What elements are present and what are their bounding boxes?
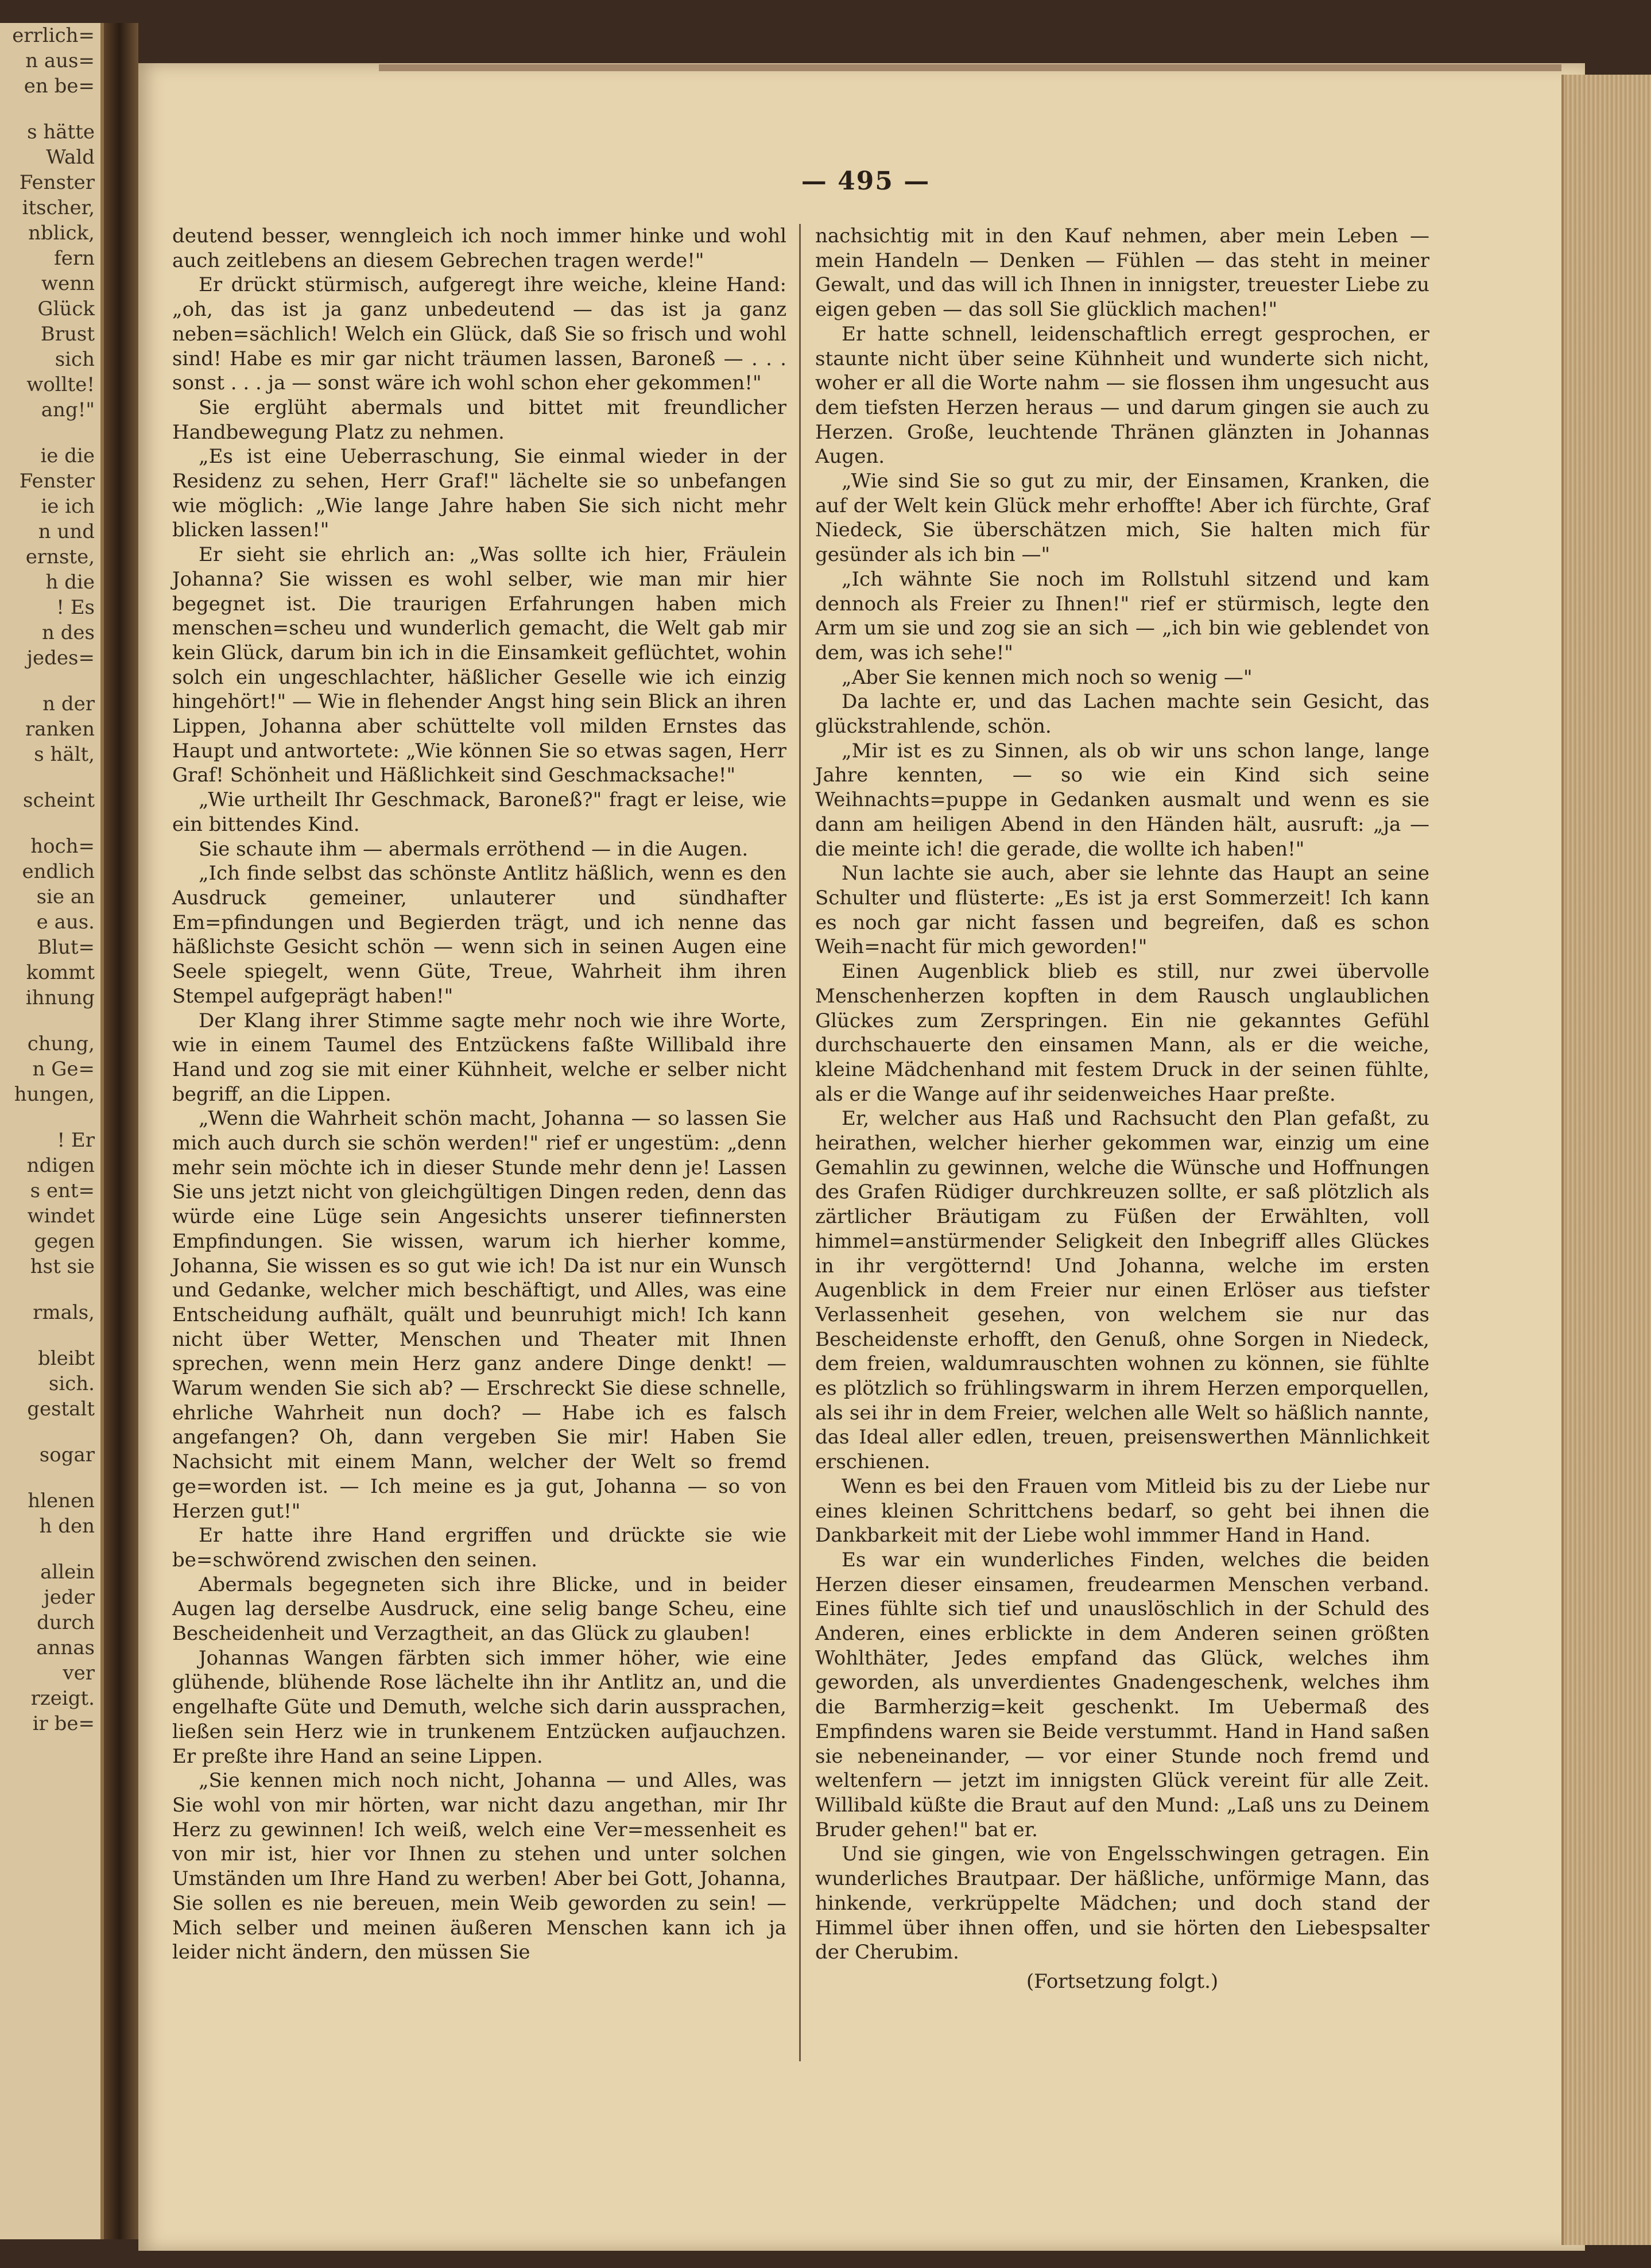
- prev-page-fragment: rmals,: [33, 1301, 95, 1324]
- paragraph: Abermals begegneten sich ihre Blicke, und in beider Augen lag derselbe Ausdruck, eine selig bange Scheu, eine Bescheidenheit und Verzagtheit, an das Glück zu glauben!: [172, 1573, 786, 1646]
- paragraph: „Wenn die Wahrheit schön macht, Johanna — so lassen Sie mich auch durch sie schön werden!" rief er ungestüm: „denn mehr sein möchte ich in dieser Stunde mehr denn je! Lassen Sie uns jetzt nicht von gleichgültigen Dingen reden, denn das würde eine Lüge sein Angesichts unserer tiefinnersten Empfindungen. Sie wissen, warum ich hierher komme, Johanna, Sie wissen es so gut wie ich! Da ist nur ein Wunsch und Gedanke, welcher mich beschäftigt, und Alles, was eine Entscheidung aufhält, quält und beunruhigt mich! Ich kann nicht über Wetter, Menschen und Theater mit Ihnen sprechen, wenn mein Herz ganz andere Dinge denkt! — Warum wenden Sie sich ab? — Erschreckt Sie diese schnelle, ehrliche Wahrheit nun doch? — Habe ich es falsch angefangen? Oh, dann vergeben Sie mir! Haben Sie Nachsicht mit einem Mann, welcher der Welt so fremd ge=worden ist. — Ich meine es ja gut, Johanna — so von Herzen gut!": [172, 1107, 786, 1523]
- prev-page-fragment: s ent=: [30, 1179, 95, 1202]
- paragraph: Da lachte er, und das Lachen machte sein Gesicht, das glückstrahlende, schön.: [815, 690, 1429, 738]
- page-number: — 495 —: [801, 167, 931, 196]
- left-column: [172, 224, 786, 1965]
- prev-page-fragment: sogar: [39, 1443, 95, 1466]
- prev-page-fragment: n der: [42, 692, 95, 715]
- prev-page-fragment: hst sie: [30, 1255, 95, 1278]
- prev-page-fragment: ! Er: [57, 1129, 95, 1152]
- prev-page-fragment: scheint: [23, 789, 95, 812]
- prev-page-fragment: itscher,: [22, 196, 95, 219]
- prev-page-fragment: Glück: [37, 297, 95, 320]
- fragment-gap: [0, 1011, 100, 1031]
- prev-page-fragment: h die: [45, 571, 95, 594]
- paragraph: Johannas Wangen färbten sich immer höher, wie eine glühende, blühende Rose lächelte ihn ihr Antlitz an, und die engelhafte Güte und Demuth, welche sich darin aussprachen, ließen sein Herz wie in trunkenem Entzücken aufjauchzen. Er preßte ihre Hand an seine Lippen.: [172, 1646, 786, 1768]
- paragraph: „Mir ist es zu Sinnen, als ob wir uns schon lange, lange Jahre kennten, — so wie ein Kind sich seine Weihnachts=puppe in Gedanken ausmalt und wenn es sie dann am heiligen Abend in den Händen hält, ausruft: „ja — die meinte ich! die gerade, die wollte ich haben!": [815, 739, 1429, 861]
- paragraph: Er sieht sie ehrlich an: „Was sollte ich hier, Fräulein Johanna? Sie wissen es wohl selber, wie man mir hier begegnet ist. Die traurigen Erfahrungen haben mich menschen=scheu und wunderlich gemacht, die Welt gab mir kein Glück, darum bin ich in die Einsamkeit geflüchtet, wohin solch ein ungeschlachter, häßlicher Geselle wie ich einzig hingehört!" — Wie in flehender Angst hing sein Blick an ihren Lippen, Johanna aber schüttelte voll milden Ernstes das Haupt und antwortete: „Wie können Sie so etwas sagen, Herr Graf! Schönheit und Häßlichkeit sind Geschmacksache!": [172, 543, 786, 787]
- paragraph: Er hatte ihre Hand ergriffen und drückte sie wie be=schwörend zwischen den seinen.: [172, 1524, 786, 1572]
- paragraph: Er hatte schnell, leidenschaftlich erregt gesprochen, er staunte nicht über seine Kühnheit und wunderte sich nicht, woher er all die Worte nahm — sie flossen ihm ungesucht aus dem tiefsten Herzen heraus — und darum gingen sie auch zu Herzen. Große, leuchtende Thränen glänzten in Johannas Augen.: [815, 322, 1429, 469]
- prev-page-fragment: kommt: [26, 961, 95, 984]
- prev-page-fragment: ie ich: [41, 495, 95, 518]
- prev-page-fragment: sie an: [36, 885, 95, 908]
- fragment-gap: [0, 1468, 100, 1488]
- prev-page-fragment: bleibt: [37, 1347, 95, 1370]
- fragment-gap: [0, 99, 100, 119]
- prev-page-fragment: windet: [27, 1205, 95, 1228]
- prev-page-fragment: jedes=: [26, 647, 95, 669]
- prev-page-fragment: hungen,: [14, 1083, 95, 1106]
- paragraph: „Sie kennen mich noch nicht, Johanna — und Alles, was Sie wohl von mir hörten, war nicht dazu angethan, mir Ihr Herz zu gewinnen! Ich weiß, welch eine Ver=messenheit es von mir ist, hier vor Ihnen zu stehen und unter solchen Umständen um Ihre Hand zu werben! Aber bei Gott, Johanna, Sie sollen es nie bereuen, mein Weib geworden zu sein! — Mich selber und meinen äußeren Menschen kann ich ja leider nicht ändern, den müssen Sie: [172, 1769, 786, 1964]
- prev-page-fragment: nblick,: [28, 222, 95, 245]
- prev-page-fragment: n Ge=: [32, 1058, 95, 1081]
- prev-page-fragment: ! Es: [56, 596, 95, 619]
- prev-page-fragment: fern: [54, 247, 95, 270]
- fragment-gap: [0, 1422, 100, 1442]
- fragment-gap: [0, 767, 100, 788]
- prev-page-fragment: endlich: [22, 860, 95, 883]
- previous-page-edge: [0, 23, 104, 2239]
- prev-page-fragment: errlich=: [12, 24, 95, 47]
- prev-page-fragment: gestalt: [27, 1398, 95, 1421]
- paragraph: Und sie gingen, wie von Engelsschwingen getragen. Ein wunderliches Brautpaar. Der häßliche, unförmige Mann, das hinkende, verkrüppelte Mädchen; und doch stand der Himmel über ihnen offen, und sie hörten den Liebespsalter der Cherubim.: [815, 1843, 1429, 1964]
- prev-page-fragment: ang!": [41, 398, 95, 421]
- prev-page-fragment: sich: [55, 348, 95, 371]
- paragraph: „Ich wähnte Sie noch im Rollstuhl sitzend und kam dennoch als Freier zu Ihnen!" rief er stürmisch, legte den Arm um sie und zog sie an sich — „ich bin wie geblendet von dem, was ich sehe!": [815, 567, 1429, 664]
- prev-page-fragment: s hätte: [27, 121, 95, 144]
- prev-page-fragment: e aus.: [36, 911, 95, 934]
- fragment-gap: [0, 1325, 100, 1346]
- paragraph: Sie erglüht abermals und bittet mit freundlicher Handbewegung Platz zu nehmen.: [172, 396, 786, 444]
- prev-page-fragment: ie die: [40, 444, 95, 467]
- paragraph: Einen Augenblick blieb es still, nur zwei übervolle Menschenherzen kopften in dem Rausch unglaublichen Glückes zum Zerspringen. Ein nie gekanntes Gefühl durchschauerte den einsamen Mann, als er die weiche, kleine Mädchenhand mit festem Druck in der seinen fühlte, als er die Wange auf ihr seidenweiches Haar preßte.: [815, 960, 1429, 1106]
- right-column: [815, 224, 1429, 1994]
- paragraph: „Aber Sie kennen mich noch so wenig —": [842, 665, 1253, 689]
- prev-page-fragment: jeder: [44, 1586, 95, 1609]
- prev-page-fragment: hoch=: [30, 835, 95, 858]
- prev-page-fragment: ernste,: [25, 545, 95, 568]
- prev-page-fragment: ver: [63, 1662, 95, 1685]
- paragraph: „Es ist eine Ueberraschung, Sie einmal wieder in der Residenz zu sehen, Herr Graf!" lächelte sie so unbefangen wie möglich: „Wie lange Jahre haben Sie sich nicht mehr blicken lassen!": [172, 445, 786, 542]
- prev-page-fragment: durch: [37, 1611, 95, 1634]
- prev-page-fragment: Wald: [46, 146, 95, 169]
- fragment-gap: [0, 1539, 100, 1559]
- prev-page-fragment: n des: [41, 621, 95, 644]
- prev-page-fragment: ihnung: [25, 986, 95, 1009]
- fragment-gap: [0, 1107, 100, 1128]
- fragment-gap: [0, 423, 100, 443]
- prev-page-fragment: gegen: [34, 1230, 95, 1253]
- prev-page-fragment: annas: [36, 1636, 95, 1659]
- prev-page-fragment: sich.: [48, 1372, 95, 1395]
- prev-page-fragment: hlenen: [28, 1489, 95, 1512]
- page-edges: [1561, 75, 1651, 2245]
- paragraph: deutend besser, wenngleich ich noch immer hinke und wohl auch zeitlebens an diesem Gebrechen tragen werde!": [172, 225, 786, 272]
- prev-page-fragment: Fenster: [19, 171, 95, 194]
- prev-page-fragment: wollte!: [26, 373, 95, 396]
- column-divider: [799, 224, 801, 2061]
- prev-page-fragment: Blut=: [37, 936, 95, 959]
- prev-page-fragment: ir be=: [32, 1712, 95, 1735]
- paragraph: Sie schaute ihm — abermals erröthend — in die Augen.: [199, 837, 749, 861]
- paragraph: „Wie sind Sie so gut zu mir, der Einsamen, Kranken, die auf der Welt kein Glück mehr erhoffte! Aber ich fürchte, Graf Niedeck, Sie überschätzen mich, Sie halten mich für gesünder als ich bin —": [815, 470, 1429, 567]
- paragraph: Es war ein wunderliches Finden, welches die beiden Herzen dieser einsamen, freudearmen Menschen verband. Eines fühlte sich tief und unauslöschlich in der Schuld des Anderen, eines erblickte in dem Anderen seinen größten Wohlthäter, Jedes empfand das Glück, welches ihm geworden, als unverdientes Gnadengeschenk, welches ihm die Barmherzig=keit geschenkt. Im Uebermaß des Empfindens waren sie Beide verstummt. Hand in Hand saßen sie nebeneinander, — vor einer Stunde noch fremd und weltenfern — jetzt im innigsten Glück vereint für alle Zeit. Willibald küßte die Braut auf den Mund: „Laß uns zu Deinem Bruder gehen!" bat er.: [815, 1548, 1429, 1841]
- prev-page-fragment: n aus=: [25, 49, 95, 72]
- page-top-band: [379, 64, 1561, 71]
- continuation-note: (Fortsetzung folgt.): [1026, 1969, 1219, 1993]
- fragment-gap: [0, 813, 100, 834]
- fragment-gap: [0, 1279, 100, 1300]
- paragraph: Nun lachte sie auch, aber sie lehnte das Haupt an seine Schulter und flüsterte: „Es ist ja erst Sommerzeit! Ich kann es noch gar nicht fassen und begreifen, daß es schon Weih=nacht für mich geworden!": [815, 862, 1429, 959]
- prev-page-fragment: Brust: [40, 323, 95, 346]
- paragraph: Er, welcher aus Haß und Rachsucht den Plan gefaßt, zu heirathen, welcher hierher gekommen war, einzig um eine Gemahlin zu gewinnen, welche die Wünsche und Hoffnungen des Grafen Rüdiger durchkreuzen sollte, er saß plötzlich als zärtlicher Bräutigam zu Füßen der Erwählten, voll himmel=anstürmender Seligkeit den Inbegriff alles Glückes in ihr vergötternd! Und Johanna, welche im ersten Augenblick in dem Freier nur einen Erlöser aus tiefster Verlassenheit gesehen, von welchem sie nur das Bescheidenste erhofft, den Genuß, ohne Sorgen in Niedeck, dem freien, waldumrauschten wohnen zu können, sie fühlte es plötzlich so frühlingswarm in ihrem Herzen emporquellen, als sei ihr in dem Freier, welchen alle Welt so häßlich nannte, das Ideal aller edlen, treuen, preisenswerthen Männlichkeit erschienen.: [815, 1107, 1429, 1474]
- paragraph: Er drückt stürmisch, aufgeregt ihre weiche, kleine Hand: „oh, das ist ja ganz unbedeutend — das ist ja ganz neben=sächlich! Welch ein Glück, daß Sie so frisch und wohl sind! Habe es mir gar nicht träumen lassen, Baroneß — . . . sonst . . . ja — sonst wäre ich wohl schon eher gekommen!": [172, 273, 786, 395]
- prev-page-fragment: n und: [38, 520, 95, 543]
- paragraph: nachsichtig mit in den Kauf nehmen, aber mein Leben — mein Handeln — Denken — Fühlen — das steht in meiner Gewalt, und das will ich Ihnen in innigster, treuester Liebe zu eigen geben — das soll Sie glücklich machen!": [815, 225, 1429, 322]
- paragraph: „Ich finde selbst das schönste Antlitz häßlich, wenn es den Ausdruck gemeiner, unlauterer und sündhafter Em=pfindungen und Begierden trägt, und ich nenne das häßlichste Gesicht schön — wenn sich in seinen Augen eine Seele spiegelt, wenn Güte, Treue, Wahrheit ihm ihren Stempel aufgeprägt haben!": [172, 862, 786, 1008]
- prev-page-fragment: h den: [39, 1515, 95, 1538]
- prev-page-fragment: chung,: [27, 1032, 95, 1055]
- prev-page-fragment: allein: [40, 1561, 95, 1584]
- fragment-gap: [0, 671, 100, 691]
- book-gutter: [104, 23, 138, 2239]
- paragraph: Der Klang ihrer Stimme sagte mehr noch wie ihre Worte, wie in einem Taumel des Entzückens faßte Willibald ihre Hand und zog sie mit einer Kühnheit, welche er selber nicht begriff, an die Lippen.: [172, 1009, 786, 1106]
- prev-page-fragment: ndigen: [26, 1154, 95, 1177]
- prev-page-fragment: Fenster: [19, 470, 95, 493]
- prev-page-fragment: rzeigt.: [30, 1687, 95, 1710]
- paragraph: Wenn es bei den Frauen vom Mitleid bis zu der Liebe nur eines kleinen Schrittchens bedarf, so geht bei ihnen die Dankbarkeit mit der Liebe wohl immmer Hand in Hand.: [815, 1474, 1429, 1547]
- prev-page-fragment: en be=: [24, 75, 95, 98]
- paragraph: „Wie urtheilt Ihr Geschmack, Baroneß?" fragt er leise, wie ein bittendes Kind.: [172, 788, 786, 836]
- prev-page-fragment: wenn: [41, 272, 95, 295]
- prev-page-fragment: s hält,: [34, 743, 95, 766]
- prev-page-fragment: ranken: [25, 718, 95, 741]
